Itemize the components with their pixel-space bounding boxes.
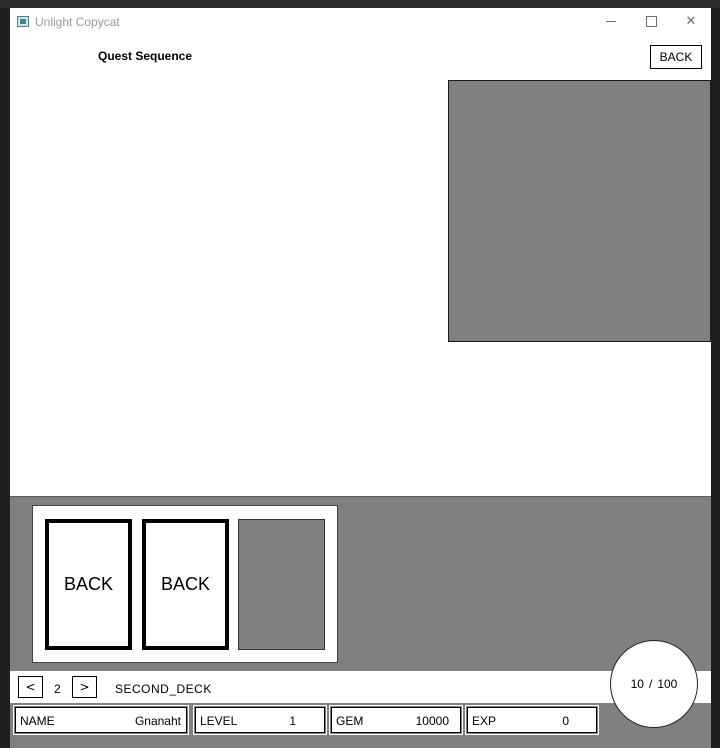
maximize-button[interactable] (631, 8, 671, 37)
stat-value: Gnanaht (134, 714, 181, 728)
stat-level (195, 707, 325, 733)
progress-total: 100 (657, 677, 678, 691)
close-button[interactable] (671, 8, 711, 37)
close-icon: ✕ (685, 14, 697, 29)
progress-current: 10 (630, 677, 644, 691)
stat-value: 10000 (415, 714, 449, 728)
stat-exp (467, 707, 597, 733)
stat-label: GEM (336, 714, 364, 728)
empty-card-slot[interactable] (238, 519, 325, 650)
deck-card[interactable]: BACK (45, 519, 132, 650)
stat-label: EXP (472, 714, 497, 728)
stat-value: 0 (562, 714, 569, 728)
progress-separator: / (648, 677, 653, 691)
title-bar[interactable] (10, 8, 711, 37)
page-title: Quest Sequence (98, 49, 193, 63)
deck-card[interactable]: BACK (142, 519, 229, 650)
stat-value: 1 (289, 714, 296, 728)
stat-gem (331, 707, 461, 733)
stat-name (15, 707, 187, 733)
window-title: Unlight Copycat (35, 15, 120, 29)
deck-area (10, 496, 711, 671)
deck-page-number: 2 (54, 682, 61, 696)
app-window (10, 8, 711, 748)
stat-label: LEVEL (200, 714, 238, 728)
next-deck-button[interactable]: > (72, 676, 97, 698)
app-icon (17, 16, 29, 27)
deck-nav-bar (10, 671, 711, 703)
quest-progress-indicator (610, 640, 698, 728)
desktop-top-strip (0, 0, 720, 8)
prev-deck-button[interactable]: < (18, 676, 43, 698)
minimize-icon (606, 21, 616, 22)
minimize-button[interactable] (591, 8, 631, 37)
back-button[interactable]: BACK (650, 45, 702, 69)
maximize-icon (646, 16, 657, 27)
deck-name: SECOND_DECK (115, 682, 212, 696)
status-bar (10, 703, 711, 748)
quest-map-view[interactable] (448, 80, 711, 342)
card-panel (32, 505, 338, 663)
stat-label: NAME (20, 714, 55, 728)
